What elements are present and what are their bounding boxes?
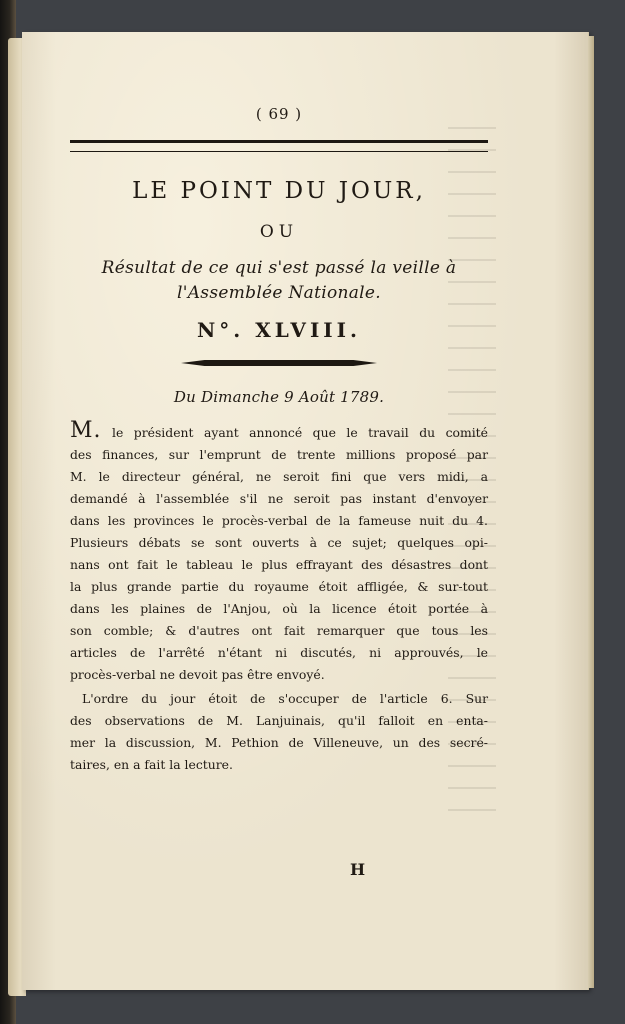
text-line: des finances, sur l'emprunt de trente millions proposé par (70, 447, 488, 462)
page-fore-edge (588, 36, 594, 988)
subtitle-line-1: Résultat de ce qui s'est passé la veille à (101, 258, 457, 278)
text-line: nans ont fait le tableau le plus effrayant des désastres dont (70, 557, 488, 572)
text-line: L'ordre du jour étoit de s'occuper de l'article 6. Sur (82, 691, 488, 706)
text-line: dans les plaines de l'Anjou, où la licence étoit portée à (70, 601, 488, 616)
text-line: M. le directeur général, ne seroit fini que vers midi, a (70, 469, 488, 484)
text-line: M. le président ayant annoncé que le travail du comité (70, 418, 488, 443)
text-line: dans les provinces le procès-verbal de la fameuse nuit du 4. (70, 513, 488, 528)
drop-cap: M. (70, 418, 102, 443)
book-page (22, 32, 588, 990)
article-body (70, 420, 488, 776)
text-line: mer la discussion, M. Pethion de Villeneuve, un des secré- (70, 735, 488, 750)
paragraph-1 (70, 420, 488, 686)
page-number: ( 69 ) (255, 105, 303, 123)
text-line: articles de l'arrêté n'étant ni discutés, ni approuvés, le (70, 645, 488, 660)
paragraph-2 (70, 688, 488, 776)
text-line: Plusieurs débats se sont ouverts à ce sujet; quelques opi- (70, 535, 488, 550)
text-line: procès-verbal ne devoit pas être envoyé. (70, 667, 325, 682)
header-double-rule (70, 140, 488, 152)
issue-date: Du Dimanche 9 Août 1789. (173, 388, 385, 406)
subtitle-line-2: l'Assemblée Nationale. (177, 283, 381, 303)
signature-mark: H (350, 860, 366, 879)
publication-title: LE POINT DU JOUR, (132, 178, 426, 204)
publication-subtitle (70, 256, 488, 306)
text-line: taires, en a fait la lecture. (70, 757, 233, 772)
text-line: des observations de M. Lanjuinais, qu'il falloit en enta- (70, 713, 488, 728)
text-line: son comble; & d'autres ont fait remarquer que tous les (70, 623, 488, 638)
ornamental-rule (181, 360, 377, 366)
title-conjunction: OU (259, 222, 299, 242)
page-content (70, 102, 488, 776)
text-line: demandé à l'assemblée s'il ne seroit pas instant d'envoyer (70, 491, 488, 506)
issue-number: N°. XLVIII. (197, 318, 361, 342)
text-line: la plus grande partie du royaume étoit affligée, & sur-tout (70, 579, 488, 594)
